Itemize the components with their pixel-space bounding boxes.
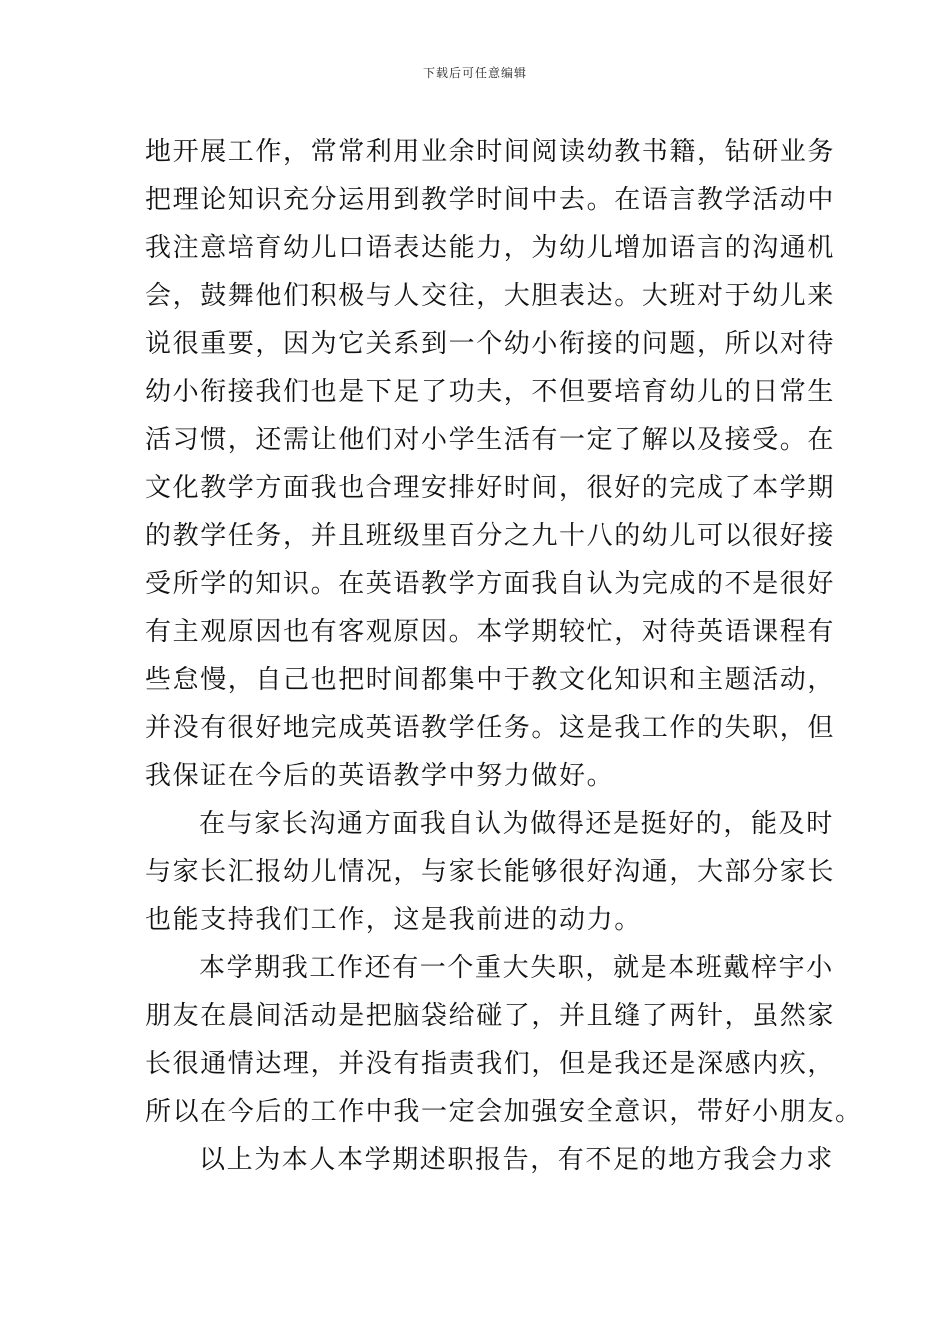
- text-line: 有主观原因也有客观原因。本学期较忙，对待英语课程有: [145, 617, 836, 647]
- text-line: 说很重要，因为它关系到一个幼小衔接的问题，所以对待: [145, 329, 836, 359]
- text-line: 会，鼓舞他们积极与人交往，大胆表达。大班对于幼儿来: [145, 281, 836, 311]
- text-line: 也能支持我们工作，这是我前进的动力。: [145, 905, 642, 935]
- text-line: 我注意培育幼儿口语表达能力，为幼儿增加语言的沟通机: [145, 233, 836, 263]
- text-line: 些怠慢，自己也把时间都集中于教文化知识和主题活动，: [145, 665, 836, 695]
- text-line: 地开展工作，常常利用业余时间阅读幼教书籍，钻研业务: [145, 137, 836, 167]
- text-line: 受所学的知识。在英语教学方面我自认为完成的不是很好: [145, 569, 836, 599]
- text-line: 的教学任务，并且班级里百分之九十八的幼儿可以很好接: [145, 521, 836, 551]
- document-body: [145, 128, 863, 1184]
- text-line: 幼小衔接我们也是下足了功夫，不但要培育幼儿的日常生: [145, 377, 836, 407]
- text-line: 在与家长沟通方面我自认为做得还是挺好的，能及时: [199, 809, 834, 839]
- paragraph-work-summary: [145, 128, 836, 800]
- text-line: 我保证在今后的英语教学中努力做好。: [145, 761, 615, 791]
- text-line: 所以在今后的工作中我一定会加强安全意识，带好小朋友。: [145, 1097, 863, 1127]
- page-header: 下载后可任意编辑: [422, 66, 527, 80]
- text-line: 以上为本人本学期述职报告，有不足的地方我会力求: [199, 1145, 834, 1175]
- paragraph-parent-communication: [145, 800, 836, 944]
- text-line: 并没有很好地完成英语教学任务。这是我工作的失职，但: [145, 713, 836, 743]
- text-line: 朋友在晨间活动是把脑袋给碰了，并且缝了两针，虽然家: [145, 1001, 836, 1031]
- text-line: 把理论知识充分运用到教学时间中去。在语言教学活动中: [145, 185, 836, 215]
- paragraph-safety-incident: [145, 944, 863, 1136]
- text-line: 活习惯，还需让他们对小学生活有一定了解以及接受。在: [145, 425, 836, 455]
- text-line: 文化教学方面我也合理安排好时间，很好的完成了本学期: [145, 473, 836, 503]
- text-line: 与家长汇报幼儿情况，与家长能够很好沟通，大部分家长: [145, 857, 836, 887]
- text-line: 本学期我工作还有一个重大失职，就是本班戴梓宇小: [199, 953, 834, 983]
- paragraph-conclusion: [145, 1136, 834, 1184]
- text-line: 长很通情达理，并没有指责我们，但是我还是深感内疚，: [145, 1049, 836, 1079]
